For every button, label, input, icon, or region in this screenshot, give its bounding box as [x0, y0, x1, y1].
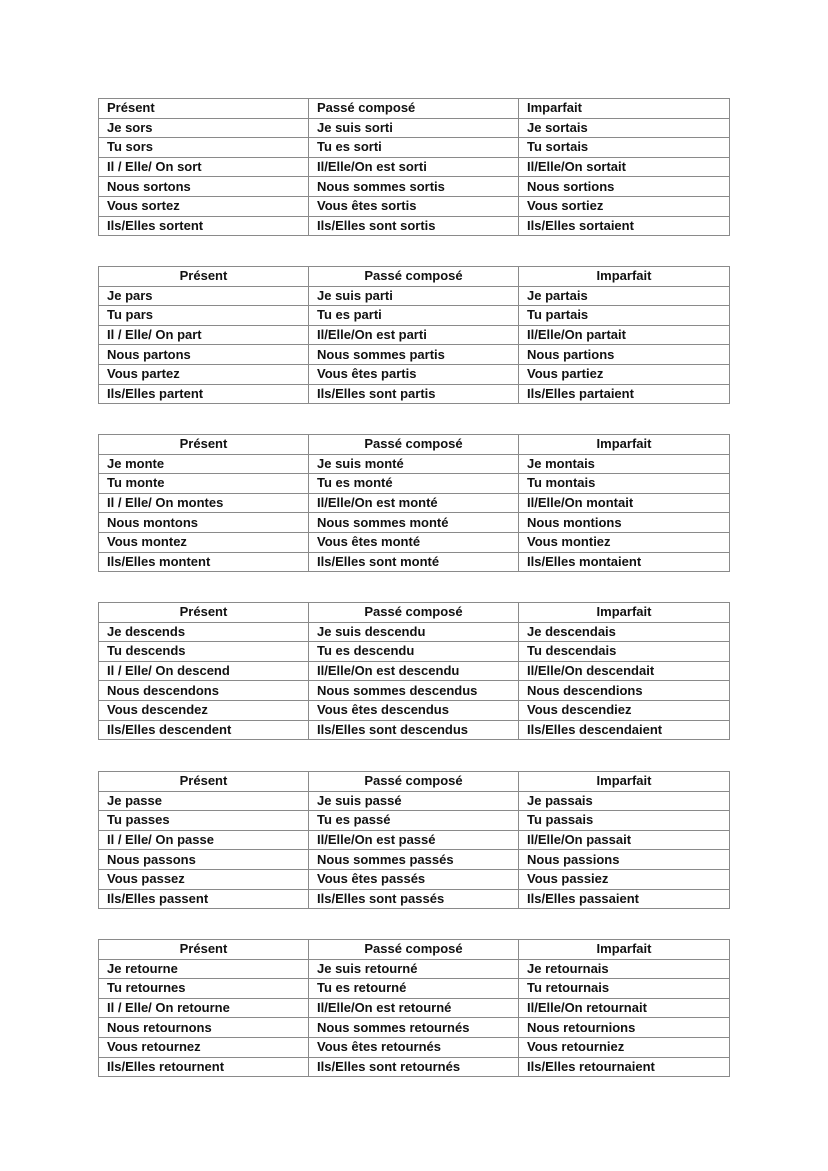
- table-header-row: [99, 435, 730, 455]
- table-row: [99, 720, 730, 740]
- cell-imparfait: Vous passiez: [519, 869, 730, 889]
- cell-present: Il / Elle/ On passe: [99, 830, 309, 850]
- table-row: [99, 532, 730, 552]
- cell-imparfait: Je partais: [519, 286, 730, 306]
- cell-imparfait: Vous retourniez: [519, 1037, 730, 1057]
- table-row: [99, 474, 730, 494]
- cell-present: Vous descendez: [99, 700, 309, 720]
- header-present: Présent: [99, 772, 309, 792]
- cell-imparfait: Vous partiez: [519, 364, 730, 384]
- cell-passe-compose: Nous sommes retournés: [309, 1018, 519, 1038]
- header-imparfait: Imparfait: [519, 435, 730, 455]
- cell-imparfait: Il/Elle/On partait: [519, 325, 730, 345]
- cell-passe-compose: Vous êtes descendus: [309, 700, 519, 720]
- conjugation-table-partir: [98, 266, 730, 404]
- cell-present: Il / Elle/ On part: [99, 325, 309, 345]
- cell-passe-compose: Il/Elle/On est monté: [309, 493, 519, 513]
- cell-imparfait: Tu retournais: [519, 979, 730, 999]
- cell-imparfait: Je passais: [519, 791, 730, 811]
- table-row: [99, 979, 730, 999]
- cell-present: Vous montez: [99, 532, 309, 552]
- cell-imparfait: Je retournais: [519, 959, 730, 979]
- cell-imparfait: Nous montions: [519, 513, 730, 533]
- cell-present: Je descends: [99, 622, 309, 642]
- cell-imparfait: Tu descendais: [519, 642, 730, 662]
- cell-present: Il / Elle/ On retourne: [99, 998, 309, 1018]
- cell-imparfait: Nous partions: [519, 345, 730, 365]
- cell-present: Vous sortez: [99, 196, 309, 216]
- header-passe-compose: Passé composé: [309, 603, 519, 623]
- cell-imparfait: Ils/Elles sortaient: [519, 216, 730, 236]
- cell-imparfait: Il/Elle/On descendait: [519, 661, 730, 681]
- cell-present: Je passe: [99, 791, 309, 811]
- cell-present: Nous retournons: [99, 1018, 309, 1038]
- cell-passe-compose: Ils/Elles sont monté: [309, 552, 519, 572]
- cell-present: Vous passez: [99, 869, 309, 889]
- cell-passe-compose: Ils/Elles sont sortis: [309, 216, 519, 236]
- cell-imparfait: Ils/Elles passaient: [519, 889, 730, 909]
- cell-imparfait: Vous sortiez: [519, 196, 730, 216]
- table-row: [99, 454, 730, 474]
- table-row: [99, 157, 730, 177]
- cell-imparfait: Je descendais: [519, 622, 730, 642]
- table-row: [99, 959, 730, 979]
- table-row: [99, 850, 730, 870]
- cell-passe-compose: Tu es sorti: [309, 138, 519, 158]
- header-passe-compose: Passé composé: [309, 435, 519, 455]
- cell-imparfait: Tu sortais: [519, 138, 730, 158]
- cell-passe-compose: Nous sommes sortis: [309, 177, 519, 197]
- table-row: [99, 216, 730, 236]
- cell-imparfait: Nous retournions: [519, 1018, 730, 1038]
- header-imparfait: Imparfait: [519, 99, 730, 119]
- cell-imparfait: Ils/Elles descendaient: [519, 720, 730, 740]
- cell-passe-compose: Tu es descendu: [309, 642, 519, 662]
- cell-present: Tu sors: [99, 138, 309, 158]
- cell-present: Il / Elle/ On descend: [99, 661, 309, 681]
- cell-present: Tu passes: [99, 811, 309, 831]
- table-row: [99, 830, 730, 850]
- table-row: [99, 642, 730, 662]
- cell-present: Je monte: [99, 454, 309, 474]
- table-row: [99, 1057, 730, 1077]
- cell-imparfait: Vous montiez: [519, 532, 730, 552]
- cell-present: Nous montons: [99, 513, 309, 533]
- table-header-row: [99, 772, 730, 792]
- cell-imparfait: Ils/Elles retournaient: [519, 1057, 730, 1077]
- cell-passe-compose: Ils/Elles sont descendus: [309, 720, 519, 740]
- conjugation-table-sortir: [98, 98, 730, 236]
- conjugation-table-retourner: [98, 939, 730, 1077]
- cell-imparfait: Vous descendiez: [519, 700, 730, 720]
- cell-passe-compose: Je suis descendu: [309, 622, 519, 642]
- table-row: [99, 700, 730, 720]
- cell-passe-compose: Tu es parti: [309, 306, 519, 326]
- cell-passe-compose: Nous sommes passés: [309, 850, 519, 870]
- table-row: [99, 869, 730, 889]
- cell-imparfait: Il/Elle/On passait: [519, 830, 730, 850]
- table-header-row: [99, 267, 730, 287]
- cell-imparfait: Ils/Elles montaient: [519, 552, 730, 572]
- cell-passe-compose: Tu es retourné: [309, 979, 519, 999]
- cell-present: Ils/Elles descendent: [99, 720, 309, 740]
- cell-passe-compose: Il/Elle/On est parti: [309, 325, 519, 345]
- cell-present: Nous partons: [99, 345, 309, 365]
- conjugation-table-descendre: [98, 602, 730, 740]
- cell-passe-compose: Vous êtes passés: [309, 869, 519, 889]
- cell-passe-compose: Il/Elle/On est sorti: [309, 157, 519, 177]
- cell-passe-compose: Ils/Elles sont partis: [309, 384, 519, 404]
- cell-passe-compose: Il/Elle/On est descendu: [309, 661, 519, 681]
- header-passe-compose: Passé composé: [309, 940, 519, 960]
- table-row: [99, 513, 730, 533]
- cell-imparfait: Nous descendions: [519, 681, 730, 701]
- table-row: [99, 552, 730, 572]
- table-row: [99, 138, 730, 158]
- cell-passe-compose: Je suis retourné: [309, 959, 519, 979]
- header-present: Présent: [99, 940, 309, 960]
- cell-passe-compose: Il/Elle/On est retourné: [309, 998, 519, 1018]
- table-row: [99, 889, 730, 909]
- cell-imparfait: Il/Elle/On sortait: [519, 157, 730, 177]
- table-row: [99, 384, 730, 404]
- header-present: Présent: [99, 267, 309, 287]
- table-row: [99, 1018, 730, 1038]
- cell-imparfait: Je sortais: [519, 118, 730, 138]
- cell-imparfait: Tu passais: [519, 811, 730, 831]
- cell-present: Il / Elle/ On montes: [99, 493, 309, 513]
- table-row: [99, 681, 730, 701]
- table-row: [99, 325, 730, 345]
- cell-present: Tu pars: [99, 306, 309, 326]
- cell-present: Tu monte: [99, 474, 309, 494]
- conjugation-table-passer: [98, 771, 730, 909]
- header-imparfait: Imparfait: [519, 940, 730, 960]
- cell-imparfait: Il/Elle/On retournait: [519, 998, 730, 1018]
- table-row: [99, 364, 730, 384]
- table-row: [99, 177, 730, 197]
- cell-present: Tu descends: [99, 642, 309, 662]
- table-row: [99, 196, 730, 216]
- cell-present: Vous partez: [99, 364, 309, 384]
- cell-passe-compose: Je suis monté: [309, 454, 519, 474]
- table-row: [99, 118, 730, 138]
- cell-present: Ils/Elles montent: [99, 552, 309, 572]
- cell-passe-compose: Vous êtes retournés: [309, 1037, 519, 1057]
- cell-passe-compose: Nous sommes partis: [309, 345, 519, 365]
- cell-present: Ils/Elles retournent: [99, 1057, 309, 1077]
- cell-passe-compose: Vous êtes monté: [309, 532, 519, 552]
- cell-present: Nous sortons: [99, 177, 309, 197]
- cell-imparfait: Tu partais: [519, 306, 730, 326]
- cell-imparfait: Tu montais: [519, 474, 730, 494]
- cell-present: Nous descendons: [99, 681, 309, 701]
- conjugation-table-monter: [98, 434, 730, 572]
- header-passe-compose: Passé composé: [309, 99, 519, 119]
- cell-passe-compose: Vous êtes partis: [309, 364, 519, 384]
- table-row: [99, 661, 730, 681]
- table-row: [99, 286, 730, 306]
- cell-passe-compose: Vous êtes sortis: [309, 196, 519, 216]
- header-present: Présent: [99, 99, 309, 119]
- header-passe-compose: Passé composé: [309, 267, 519, 287]
- cell-present: Ils/Elles passent: [99, 889, 309, 909]
- header-present: Présent: [99, 435, 309, 455]
- cell-present: Vous retournez: [99, 1037, 309, 1057]
- header-imparfait: Imparfait: [519, 603, 730, 623]
- cell-passe-compose: Nous sommes monté: [309, 513, 519, 533]
- cell-imparfait: Je montais: [519, 454, 730, 474]
- table-header-row: [99, 99, 730, 119]
- table-row: [99, 998, 730, 1018]
- table-row: [99, 493, 730, 513]
- cell-passe-compose: Je suis passé: [309, 791, 519, 811]
- cell-passe-compose: Tu es passé: [309, 811, 519, 831]
- header-present: Présent: [99, 603, 309, 623]
- table-row: [99, 1037, 730, 1057]
- cell-passe-compose: Nous sommes descendus: [309, 681, 519, 701]
- table-header-row: [99, 940, 730, 960]
- table-row: [99, 622, 730, 642]
- header-imparfait: Imparfait: [519, 267, 730, 287]
- table-header-row: [99, 603, 730, 623]
- cell-imparfait: Nous passions: [519, 850, 730, 870]
- cell-present: Ils/Elles sortent: [99, 216, 309, 236]
- cell-passe-compose: Je suis parti: [309, 286, 519, 306]
- table-row: [99, 791, 730, 811]
- cell-present: Ils/Elles partent: [99, 384, 309, 404]
- cell-passe-compose: Ils/Elles sont passés: [309, 889, 519, 909]
- cell-present: Tu retournes: [99, 979, 309, 999]
- cell-present: Je sors: [99, 118, 309, 138]
- cell-imparfait: Ils/Elles partaient: [519, 384, 730, 404]
- cell-passe-compose: Il/Elle/On est passé: [309, 830, 519, 850]
- cell-present: Je retourne: [99, 959, 309, 979]
- cell-imparfait: Nous sortions: [519, 177, 730, 197]
- cell-present: Nous passons: [99, 850, 309, 870]
- cell-present: Je pars: [99, 286, 309, 306]
- table-row: [99, 811, 730, 831]
- table-row: [99, 306, 730, 326]
- header-imparfait: Imparfait: [519, 772, 730, 792]
- cell-passe-compose: Ils/Elles sont retournés: [309, 1057, 519, 1077]
- table-row: [99, 345, 730, 365]
- cell-passe-compose: Tu es monté: [309, 474, 519, 494]
- cell-passe-compose: Je suis sorti: [309, 118, 519, 138]
- cell-imparfait: Il/Elle/On montait: [519, 493, 730, 513]
- cell-present: Il / Elle/ On sort: [99, 157, 309, 177]
- header-passe-compose: Passé composé: [309, 772, 519, 792]
